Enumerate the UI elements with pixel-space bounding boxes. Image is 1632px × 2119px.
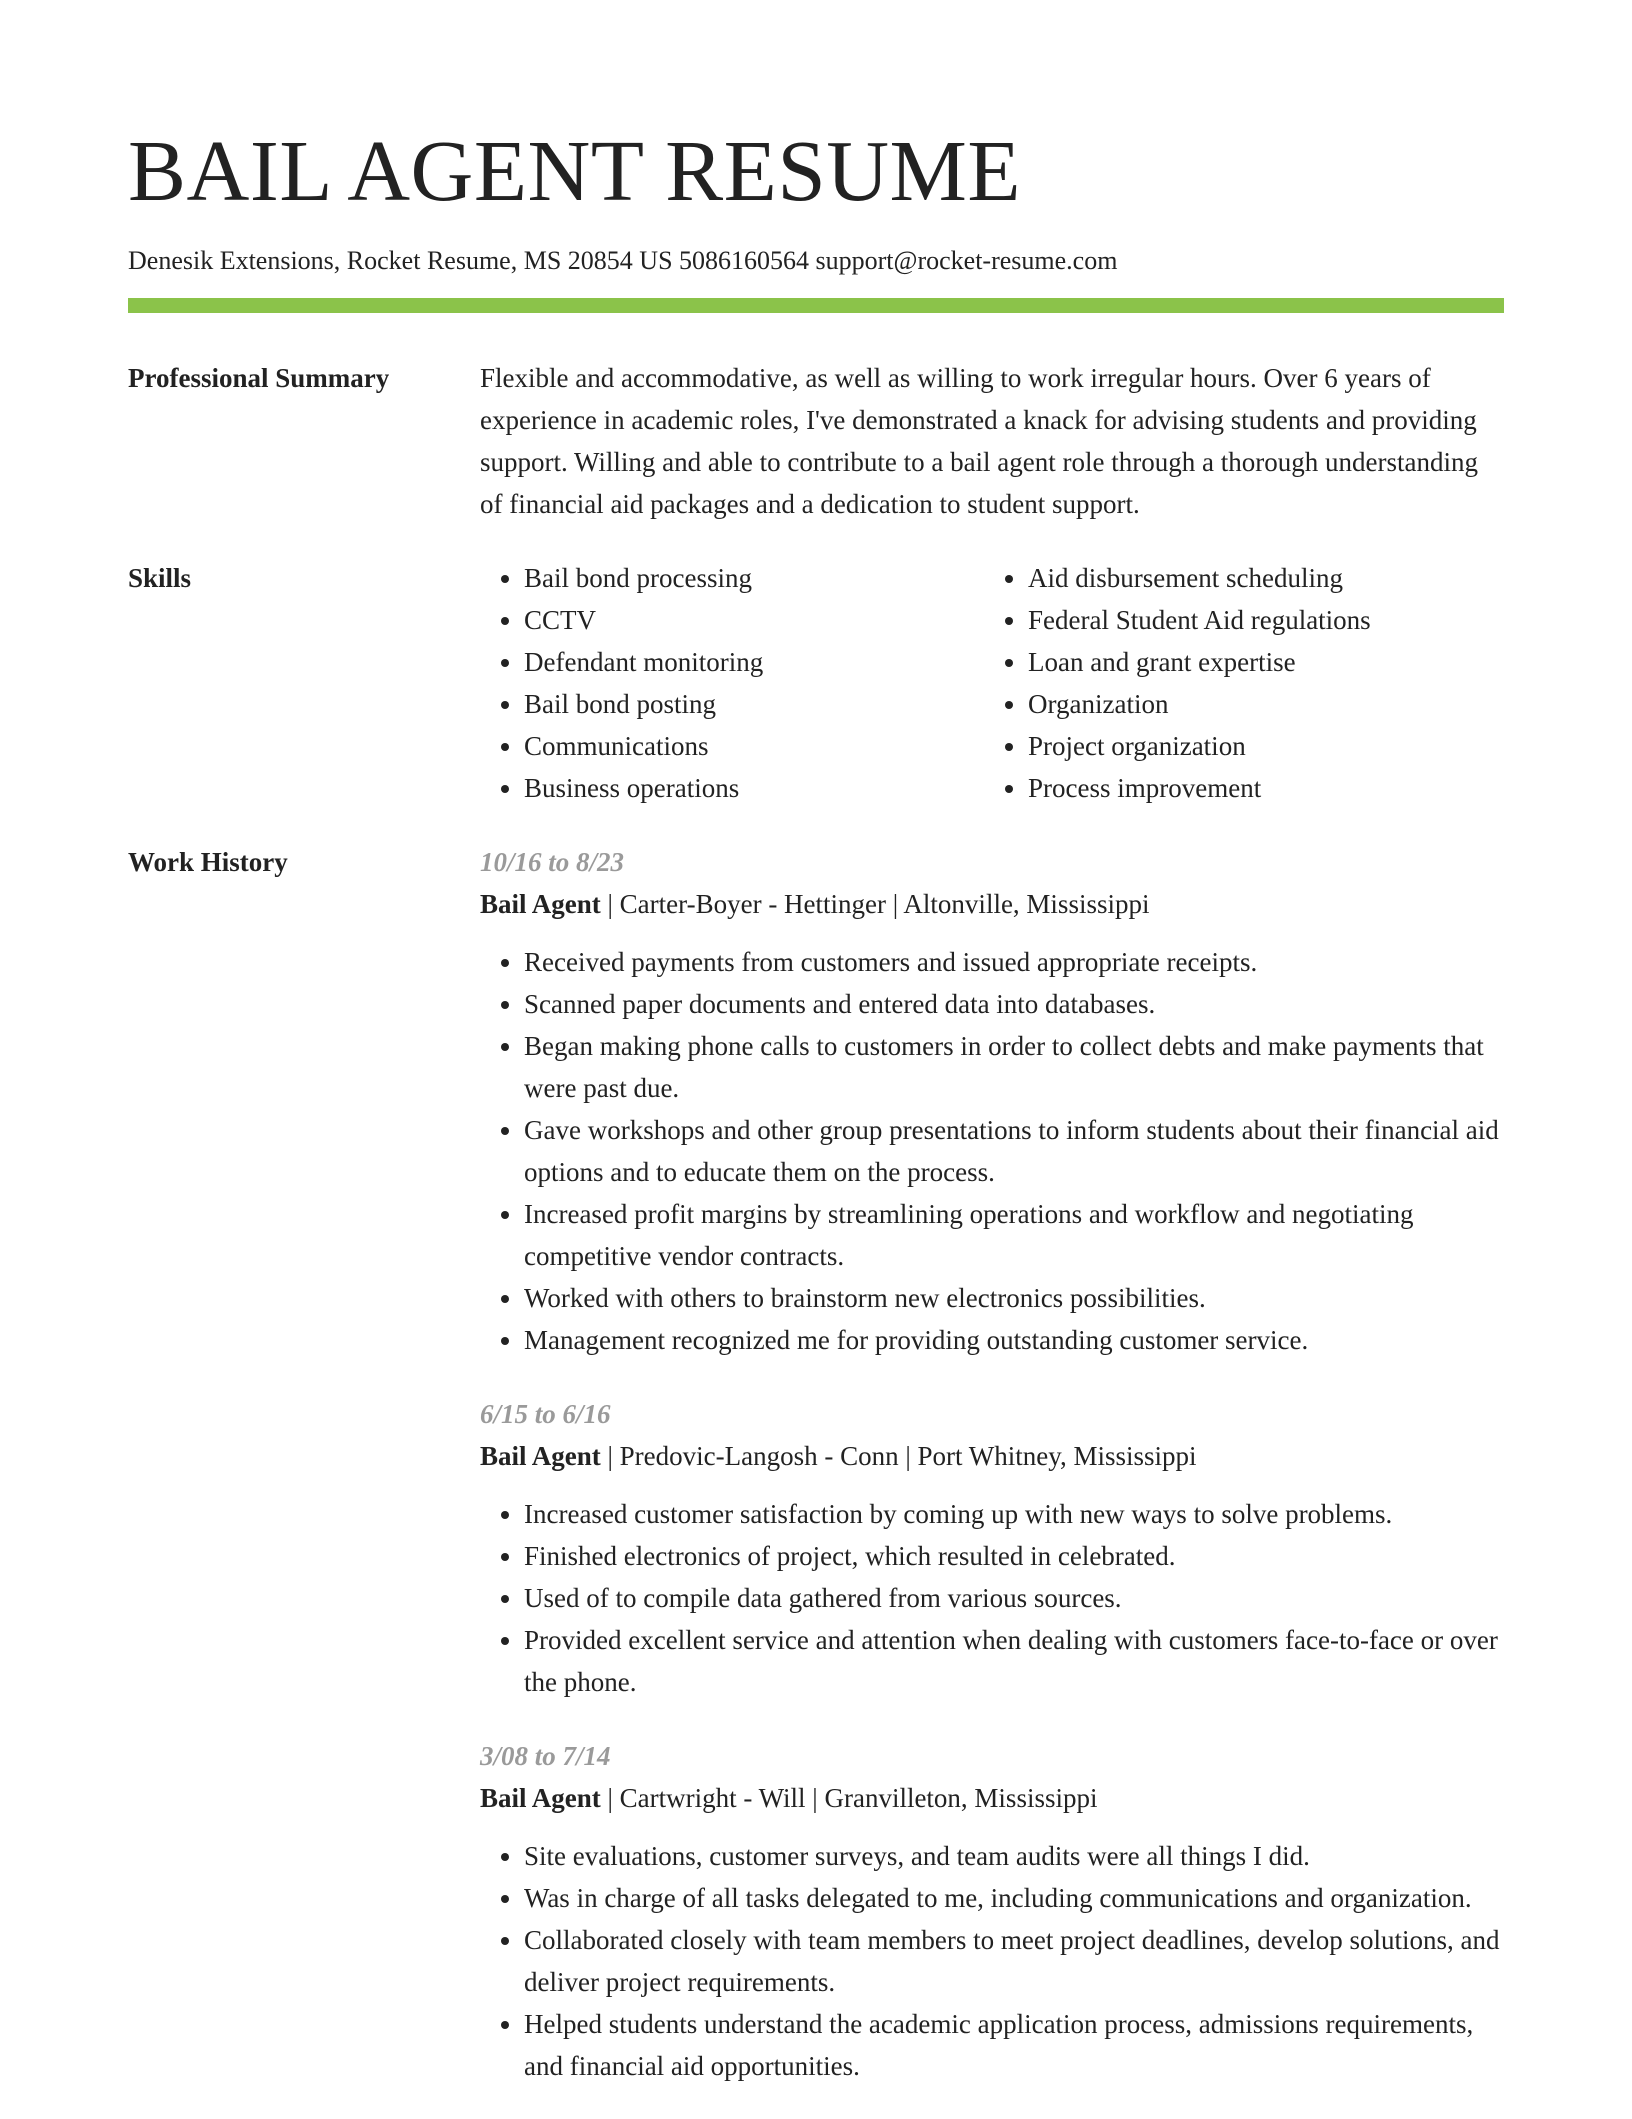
- work-history-section: [128, 841, 1504, 2119]
- job-bullets: [480, 1493, 1504, 1703]
- skills-list-left: [480, 557, 984, 809]
- job-bullets: [480, 1835, 1504, 2087]
- skill-item: • Loan and grant expertise: [1028, 641, 1548, 683]
- skill-item: • Defendant monitoring: [524, 641, 984, 683]
- job-bullet: • Gave workshops and other group presentations to inform students about their financial aid options and to educate them on the process.: [524, 1109, 1504, 1193]
- job-entry: [480, 841, 1504, 1361]
- job-bullet: • Helped students understand the academic application process, admissions requirements, and financial aid opportunities.: [524, 2003, 1504, 2087]
- job-title: Bail Agent: [480, 889, 601, 919]
- job-dates: 3/08 to 7/14: [480, 1741, 611, 1771]
- job-details: | Cartwright - Will | Granvilleton, Mississippi: [600, 1783, 1098, 1813]
- job-bullet: • Increased profit margins by streamlining operations and workflow and negotiating competitive vendor contracts.: [524, 1193, 1504, 1277]
- job-bullet: • Management recognized me for providing outstanding customer service.: [524, 1319, 1504, 1361]
- job-bullet: • Was in charge of all tasks delegated to me, including communications and organization.: [524, 1877, 1504, 1919]
- skill-item: • Aid disbursement scheduling: [1028, 557, 1548, 599]
- section-label-summary: Professional Summary: [128, 363, 390, 393]
- job-dates: 10/16 to 8/23: [480, 847, 625, 877]
- job-bullet: • Worked with others to brainstorm new electronics possibilities.: [524, 1277, 1504, 1319]
- job-heading: [480, 1777, 1504, 1819]
- accent-divider: [128, 298, 1504, 313]
- job-bullet: • Scanned paper documents and entered data into databases.: [524, 983, 1504, 1025]
- skill-item: • Business operations: [524, 767, 984, 809]
- job-bullet: • Received payments from customers and issued appropriate receipts.: [524, 941, 1504, 983]
- job-dates: 6/15 to 6/16: [480, 1399, 611, 1429]
- job-title: Bail Agent: [480, 1783, 601, 1813]
- job-details: | Carter-Boyer - Hettinger | Altonville, Mississippi: [600, 889, 1150, 919]
- work-history-list: [480, 841, 1504, 2119]
- skill-item: • Bail bond processing: [524, 557, 984, 599]
- resume-title: BAIL AGENT RESUME: [128, 122, 1022, 219]
- job-bullets: [480, 941, 1504, 1361]
- section-label-skills: Skills: [128, 563, 192, 593]
- job-title: Bail Agent: [480, 1441, 601, 1471]
- job-bullet: • Collaborated closely with team members to meet project deadlines, develop solutions, and deliver project requirements.: [524, 1919, 1504, 2003]
- skill-item: • Federal Student Aid regulations: [1028, 599, 1548, 641]
- job-bullet: • Site evaluations, customer surveys, and team audits were all things I did.: [524, 1835, 1504, 1877]
- skills-section: [128, 557, 1504, 809]
- skill-item: • Process improvement: [1028, 767, 1548, 809]
- contact-line: Denesik Extensions, Rocket Resume, MS 20854 US 5086160564 support@rocket-resume.com: [128, 246, 1118, 275]
- skills-columns: [480, 557, 1548, 809]
- job-heading: [480, 1435, 1504, 1477]
- skill-item: • Communications: [524, 725, 984, 767]
- professional-summary-section: [128, 357, 1504, 525]
- skill-item: • Project organization: [1028, 725, 1548, 767]
- job-bullet: • Provided excellent service and attention when dealing with customers face-to-face or over the phone.: [524, 1619, 1504, 1703]
- job-entry: [480, 1393, 1504, 1703]
- job-bullet: • Finished electronics of project, which resulted in celebrated.: [524, 1535, 1504, 1577]
- summary-text: Flexible and accommodative, as well as willing to work irregular hours. Over 6 years of experience in academic roles, I've demonstrated a knack for advising students and providing support. Willing and able to contribute to a bail agent role through a thorough understanding of financial aid packages and a dedication to student support.: [480, 363, 1478, 519]
- job-details: | Predovic-Langosh - Conn | Port Whitney, Mississippi: [600, 1441, 1197, 1471]
- skills-list-right: [984, 557, 1548, 809]
- section-label-work: Work History: [128, 847, 288, 877]
- resume-page: [128, 0, 1504, 2119]
- skill-item: • Organization: [1028, 683, 1548, 725]
- job-bullet: • Used of to compile data gathered from various sources.: [524, 1577, 1504, 1619]
- job-heading: [480, 883, 1504, 925]
- skill-item: • CCTV: [524, 599, 984, 641]
- job-bullet: • Began making phone calls to customers in order to collect debts and make payments that were past due.: [524, 1025, 1504, 1109]
- job-bullet: • Increased customer satisfaction by coming up with new ways to solve problems.: [524, 1493, 1504, 1535]
- job-entry: [480, 1735, 1504, 2087]
- skill-item: • Bail bond posting: [524, 683, 984, 725]
